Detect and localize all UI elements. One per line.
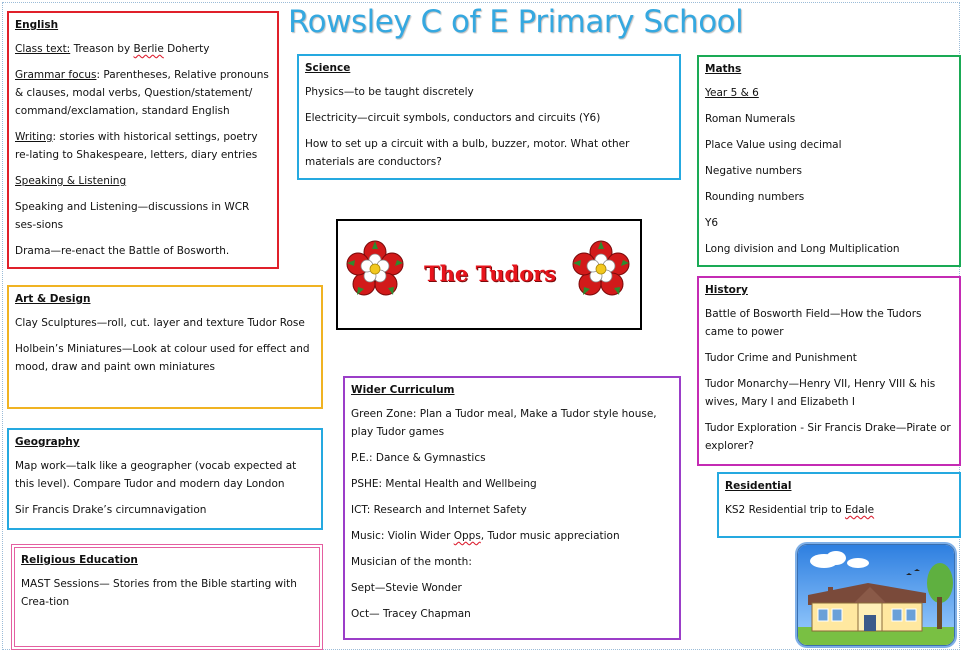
history-item: Tudor Crime and Punishment [705,352,857,364]
geography-item: Map work—talk like a geographer (vocab expected at this level). Compare Tudor and modern day London [15,460,297,490]
english-box [7,11,279,269]
history-item: Tudor Exploration - Sir Francis Drake—Pirate or explorer? [705,422,951,452]
tudor-rose-icon [570,239,632,301]
science-heading: Science [305,62,351,74]
art-heading: Art & Design [15,293,91,305]
history-heading: History [705,284,748,296]
wider-item: PSHE: Mental Health and Wellbeing [351,478,537,490]
maths-item: Long division and Long Multiplication [705,243,900,255]
maths-item: Y6 [705,217,719,229]
school-building-icon [798,545,954,645]
english-heading: English [15,19,59,31]
re-heading: Religious Education [21,554,138,566]
english-writing: Writing: stories with historical settings, poetry re-lating to Shakespeare, letters, diary entries [15,131,258,161]
maths-item: Negative numbers [705,165,802,177]
wider-music: Music: Violin Wider Opps, Tudor music appreciation [351,530,620,542]
science-item: Physics—to be taught discretely [305,86,474,98]
geography-heading: Geography [15,436,80,448]
history-item: Tudor Monarchy—Henry VII, Henry VIII & his wives, Mary I and Elizabeth I [705,378,936,408]
english-drama-text: Drama—re-enact the Battle of Bosworth. [15,245,230,257]
geography-item: Sir Francis Drake’s circumnavigation [15,504,207,516]
tudors-banner [336,219,642,330]
art-item: Holbein’s Miniatures—Look at colour used for effect and mood, draw and paint own miniatures [15,343,310,373]
wider-item: P.E.: Dance & Gymnastics [351,452,486,464]
re-text: MAST Sessions— Stories from the Bible starting with Crea-tion [21,578,297,608]
wider-item: ICT: Research and Internet Safety [351,504,527,516]
residential-heading: Residential [725,480,792,492]
maths-heading: Maths [705,63,742,75]
maths-item: Rounding numbers [705,191,805,203]
history-item: Battle of Bosworth Field—How the Tudors came to power [705,308,922,338]
maths-box [697,55,961,267]
geography-box [7,428,323,530]
wider-musician-oct: Oct— Tracey Chapman [351,608,471,620]
page-title: Rowsley C of E Primary School [288,4,744,40]
tudors-title: The Tudors [424,261,557,286]
art-item: Clay Sculptures—roll, cut. layer and texture Tudor Rose [15,317,305,329]
wider-item: Green Zone: Plan a Tudor meal, Make a Tudor style house, play Tudor games [351,408,657,438]
wider-curriculum-box [343,376,681,640]
religious-education-box [11,544,323,650]
history-box [697,276,961,466]
residential-text: KS2 Residential trip to Edale [725,504,875,516]
residential-box [717,472,961,538]
maths-year-heading: Year 5 & 6 [705,87,759,99]
wider-musician-sept: Sept—Stevie Wonder [351,582,462,594]
tudor-rose-icon [344,239,406,301]
english-speaking-text: Speaking and Listening—discussions in WCR ses-sions [15,201,250,231]
science-item: How to set up a circuit with a bulb, buzzer, motor. What other materials are conductors? [305,138,630,168]
art-design-box [7,285,323,409]
school-building-image [797,544,955,646]
science-box [297,54,681,180]
maths-item: Roman Numerals [705,113,796,125]
english-grammar: Grammar focus: Parentheses, Relative pronouns & clauses, modal verbs, Question/statement/ command/exclamation, standard English [15,69,269,117]
maths-item: Place Value using decimal [705,139,842,151]
wider-heading: Wider Curriculum [351,384,455,396]
wider-musician-label: Musician of the month: [351,556,472,568]
science-item: Electricity—circuit symbols, conductors and circuits (Y6) [305,112,601,124]
english-speaking-heading: Speaking & Listening [15,175,127,187]
english-class-text: Class text: Treason by Berlie Doherty [15,43,210,55]
